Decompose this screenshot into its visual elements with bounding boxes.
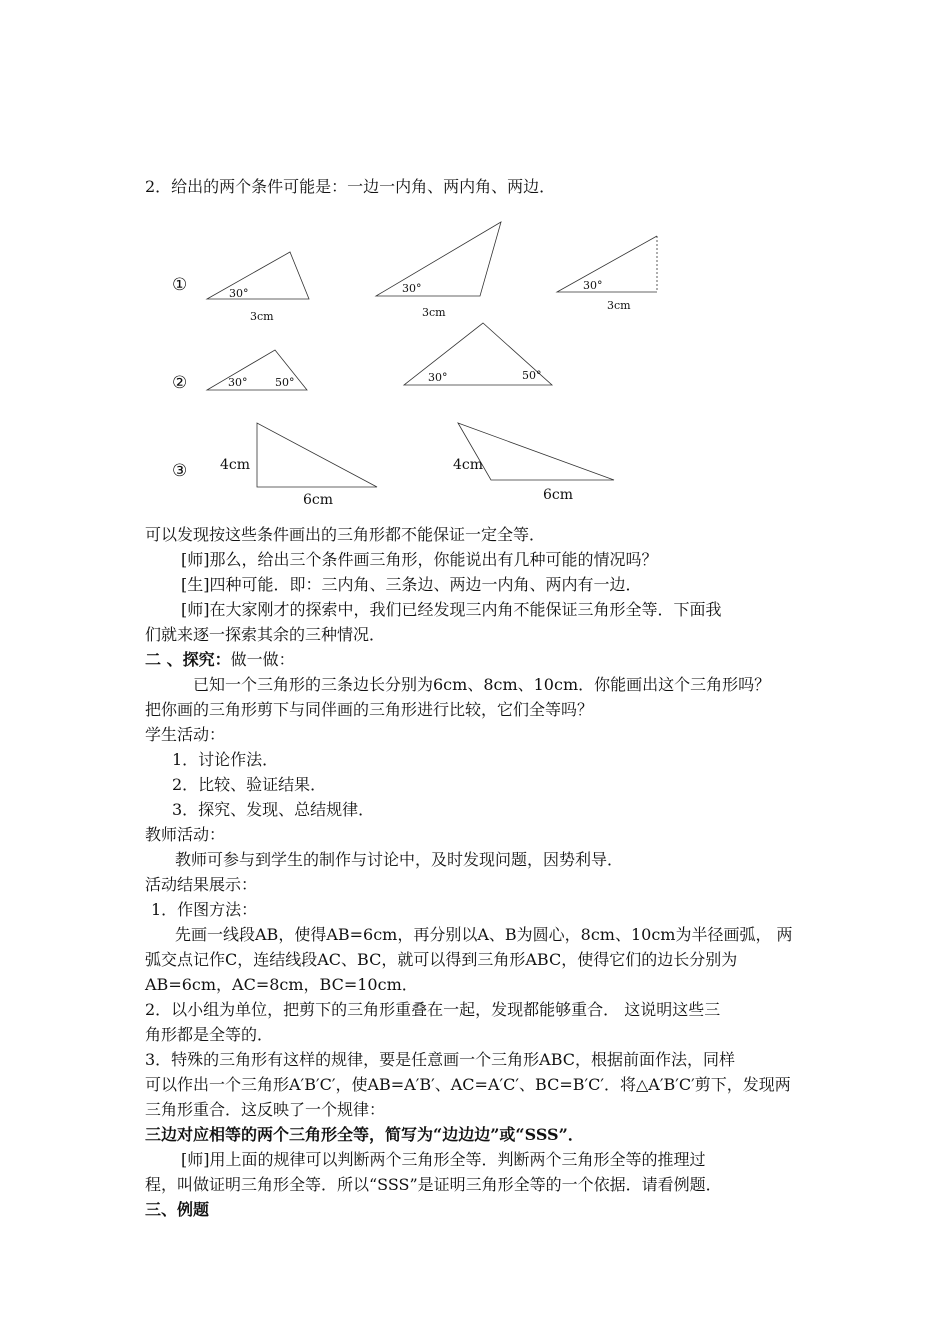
result-3-line2: 可以作出一个三角形A′B′C′，使AB=A′B′、AC=A′C′、BC=B′C′．将△A′B′C′剪下，发现两	[145, 1075, 791, 1094]
result-2-line1: 2．以小组为单位，把剪下的三角形重叠在一起，发现都能够重合． 这说明这些三	[145, 1000, 721, 1019]
result-heading: 活动结果展示：	[145, 875, 258, 894]
angle-label-2a-right: 50°	[275, 376, 295, 389]
triangle-1a	[207, 252, 309, 299]
teacher-question: [师]那么，给出三个条件画三角形，你能说出有几种可能的情况吗？	[181, 550, 658, 569]
conclusion-line: 可以发现按这些条件画出的三角形都不能保证一定全等．	[145, 525, 546, 544]
side-label-1c: 3cm	[607, 299, 631, 312]
side-label-3a-vertical: 4cm	[220, 457, 251, 473]
sss-rule: 三边对应相等的两个三角形全等，简写为“边边边”或“SSS”．	[145, 1125, 584, 1144]
side-label-3a-base: 6cm	[303, 492, 334, 508]
side-label-1b: 3cm	[422, 306, 446, 319]
triangle-1b	[376, 222, 501, 296]
angle-label-1a: 30°	[229, 287, 249, 300]
angle-label-2a-left: 30°	[228, 376, 248, 389]
teacher-remark-2-line2: 程，叫做证明三角形全等．所以“SSS”是证明三角形全等的一个依据．请看例题．	[145, 1175, 722, 1194]
section-3-title: 三、例题	[145, 1200, 210, 1219]
result-3-line3: 三角形重合．这反映了一个规律：	[145, 1100, 386, 1119]
result-2-line2: 角形都是全等的．	[145, 1025, 274, 1044]
side-label-3b-short: 4cm	[453, 457, 484, 473]
student-answer: [生]四种可能．即：三内角、三条边、两边一内角、两内有一边．	[181, 575, 642, 594]
teacher-remark-line2: 们就来逐一探索其余的三种情况．	[145, 625, 386, 644]
angle-label-1c: 30°	[583, 279, 603, 292]
result-1-line2: 弧交点记作C，连结线段AC、BC，就可以得到三角形ABC，使得它们的边长分别为	[145, 950, 738, 969]
section-2-subtitle: 做一做：	[230, 650, 295, 669]
angle-label-1b: 30°	[402, 282, 422, 295]
teacher-activity-1: 教师可参与到学生的制作与讨论中，及时发现问题，因势利导．	[175, 850, 624, 869]
student-activity-3: 3．探究、发现、总结规律．	[172, 800, 375, 819]
marker-3: ③	[172, 461, 188, 481]
side-label-1a: 3cm	[250, 310, 274, 323]
result-1-title: 1．作图方法：	[151, 900, 258, 919]
result-1-line3: AB=6cm，AC=8cm，BC=10cm．	[145, 975, 418, 994]
student-activity-heading: 学生活动：	[145, 725, 226, 744]
problem-line1: 已知一个三角形的三条边长分别为6cm、8cm、10cm．你能画出这个三角形吗？	[193, 675, 771, 694]
teacher-remark-2-line1: [师]用上面的规律可以判断两个三角形全等．判断两个三角形全等的推理过	[181, 1150, 706, 1169]
result-3-line1: 3．特殊的三角形有这样的规律，要是任意画一个三角形ABC，根据前面作法，同样	[145, 1050, 736, 1069]
section-2-heading	[145, 650, 295, 670]
angle-label-2b-right: 50°	[522, 369, 542, 382]
result-1-line1: 先画一线段AB，使得AB=6cm，再分别以A、B为圆心，8cm、10cm为半径画弧， 两	[175, 925, 793, 944]
problem-line2: 把你画的三角形剪下与同伴画的三角形进行比较，它们全等吗？	[145, 700, 594, 719]
side-label-3b-base: 6cm	[543, 487, 574, 503]
section-2-title: 二 、探究：	[145, 650, 231, 669]
marker-2: ②	[172, 373, 188, 393]
student-activity-1: 1．讨论作法．	[172, 750, 279, 769]
intro-line: 2．给出的两个条件可能是：一边一内角、两内角、两边．	[145, 177, 556, 196]
teacher-activity-heading: 教师活动：	[145, 825, 226, 844]
triangle-3a	[257, 423, 377, 487]
angle-label-2b-left: 30°	[428, 371, 448, 384]
student-activity-2: 2．比较、验证结果．	[172, 775, 327, 794]
marker-1: ①	[172, 275, 188, 295]
triangle-1c	[557, 236, 657, 292]
teacher-remark-line1: [师]在大家刚才的探索中，我们已经发现三内角不能保证三角形全等．下面我	[181, 600, 722, 619]
